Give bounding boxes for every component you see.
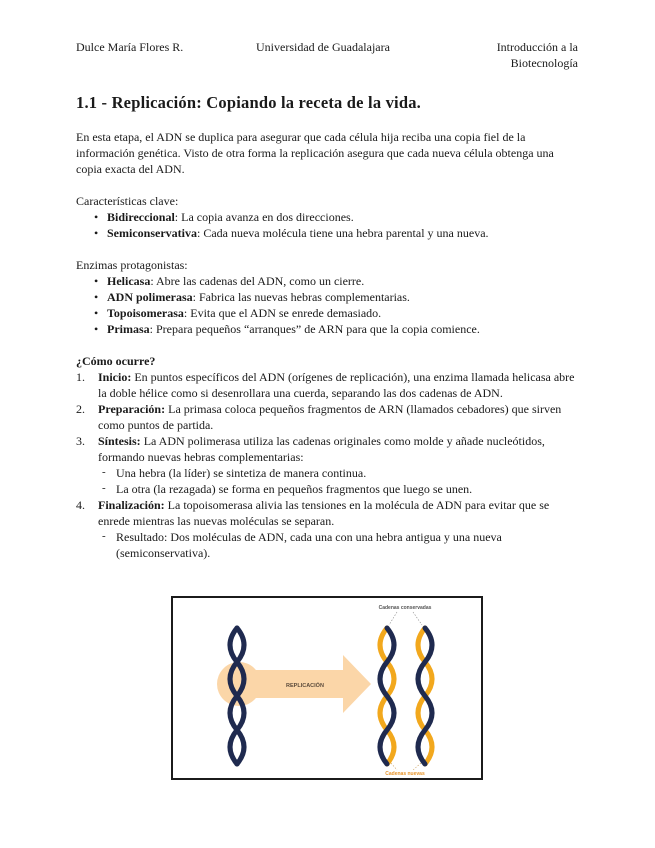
term: Helicasa (107, 274, 151, 288)
step-text: La primasa coloca pequeños fragmentos de ARN (llamados cebadores) que sirven como puntos de partida. (98, 402, 562, 432)
definition: : Prepara pequeños “arranques” de ARN para que la copia comience. (149, 322, 480, 336)
step-text: La topoisomerasa alivia las tensiones en la molécula de ADN para evitar que se enrede mientras las nuevas moléculas se separan. (98, 498, 550, 528)
step-term: Finalización: (98, 498, 165, 512)
step-term: Preparación: (98, 402, 166, 416)
step-item (76, 401, 578, 433)
step-number: 4. (76, 498, 85, 512)
arrow-label: REPLICACIÓN (286, 683, 324, 689)
definition: : La copia avanza en dos direcciones. (174, 210, 354, 224)
step-number: 1. (76, 370, 85, 384)
header-course-line2: Biotecnología (510, 56, 578, 70)
list-item (76, 209, 578, 225)
term: Bidireccional (107, 210, 175, 224)
header-university: Universidad de Guadalajara (256, 40, 390, 54)
term: Primasa (107, 322, 150, 336)
definition: : Evita que el ADN se enrede demasiado. (183, 306, 382, 320)
leader-line (413, 763, 421, 770)
list-item (76, 273, 578, 289)
label-conserved: Cadenas conservadas (378, 605, 432, 611)
sub-item: - La otra (la rezagada) se forma en pequeños fragmentos que luego se unen. (98, 481, 578, 497)
key-features-heading: Características clave: (76, 194, 179, 208)
daughter-dna-right (418, 628, 432, 764)
sub-item: - Una hebra (la líder) se sintetiza de manera continua. (98, 465, 578, 481)
step-text: En puntos específicos del ADN (orígenes de replicación), una enzima llamada helicasa abre la doble hélice como si desenrollara una cuerda, separando las dos cadenas de ADN. (98, 370, 575, 400)
definition: : Abre las cadenas del ADN, como un cierre. (150, 274, 365, 288)
term: Semiconservativa (107, 226, 197, 240)
leader-line (391, 763, 397, 770)
daughter-dna-left (380, 628, 394, 764)
leader-line (389, 612, 397, 625)
replication-figure (171, 596, 483, 780)
intro-paragraph: En esta etapa, el ADN se duplica para asegurar que cada célula hija reciba una copia fiel de la información genética. Visto de otra forma la replicación asegura que cada nueva célula obtenga una copia exacta del ADN. (76, 130, 554, 176)
replication-diagram (173, 598, 481, 778)
leader-line (413, 612, 422, 625)
term: Topoisomerasa (107, 306, 184, 320)
term: ADN polimerasa (107, 290, 193, 304)
list-item (76, 289, 578, 305)
how-section (76, 353, 578, 561)
enzymes-heading: Enzimas protagonistas: (76, 258, 188, 272)
section-title: 1.1 - Replicación: Copiando la receta de la vida. (76, 93, 421, 112)
sub-item: - Resultado: Dos moléculas de ADN, cada una con una hebra antigua y una nueva (semiconservativa). (98, 529, 578, 561)
header-course (438, 39, 578, 71)
steps-list (76, 369, 578, 561)
step-text: La ADN polimerasa utiliza las cadenas originales como molde y añade nucleótidos, formando nuevas hebras complementarias: (98, 434, 545, 464)
step-term: Inicio: (98, 370, 132, 384)
label-new: Cadenas nuevas (385, 771, 425, 777)
enzymes-section (76, 257, 578, 337)
step-number: 2. (76, 402, 85, 416)
list-item (76, 305, 578, 321)
step-item (76, 433, 578, 497)
step-number: 3. (76, 434, 85, 448)
step-term: Síntesis: (98, 434, 141, 448)
how-heading: ¿Cómo ocurre? (76, 354, 156, 368)
step4-sublist (98, 529, 578, 561)
definition: : Cada nueva molécula tiene una hebra parental y una nueva. (196, 226, 489, 240)
list-item (76, 225, 578, 241)
header-course-line1: Introducción a la (496, 40, 578, 54)
step-item (76, 497, 578, 561)
definition: : Fabrica las nuevas hebras complementarias. (192, 290, 410, 304)
enzymes-list (76, 273, 578, 337)
step-item (76, 369, 578, 401)
list-item (76, 321, 578, 337)
header-author: Dulce María Flores R. (76, 40, 184, 54)
key-features-list (76, 209, 578, 241)
step3-sublist (98, 465, 578, 497)
arrow-head (343, 655, 371, 713)
key-features-section (76, 193, 578, 241)
